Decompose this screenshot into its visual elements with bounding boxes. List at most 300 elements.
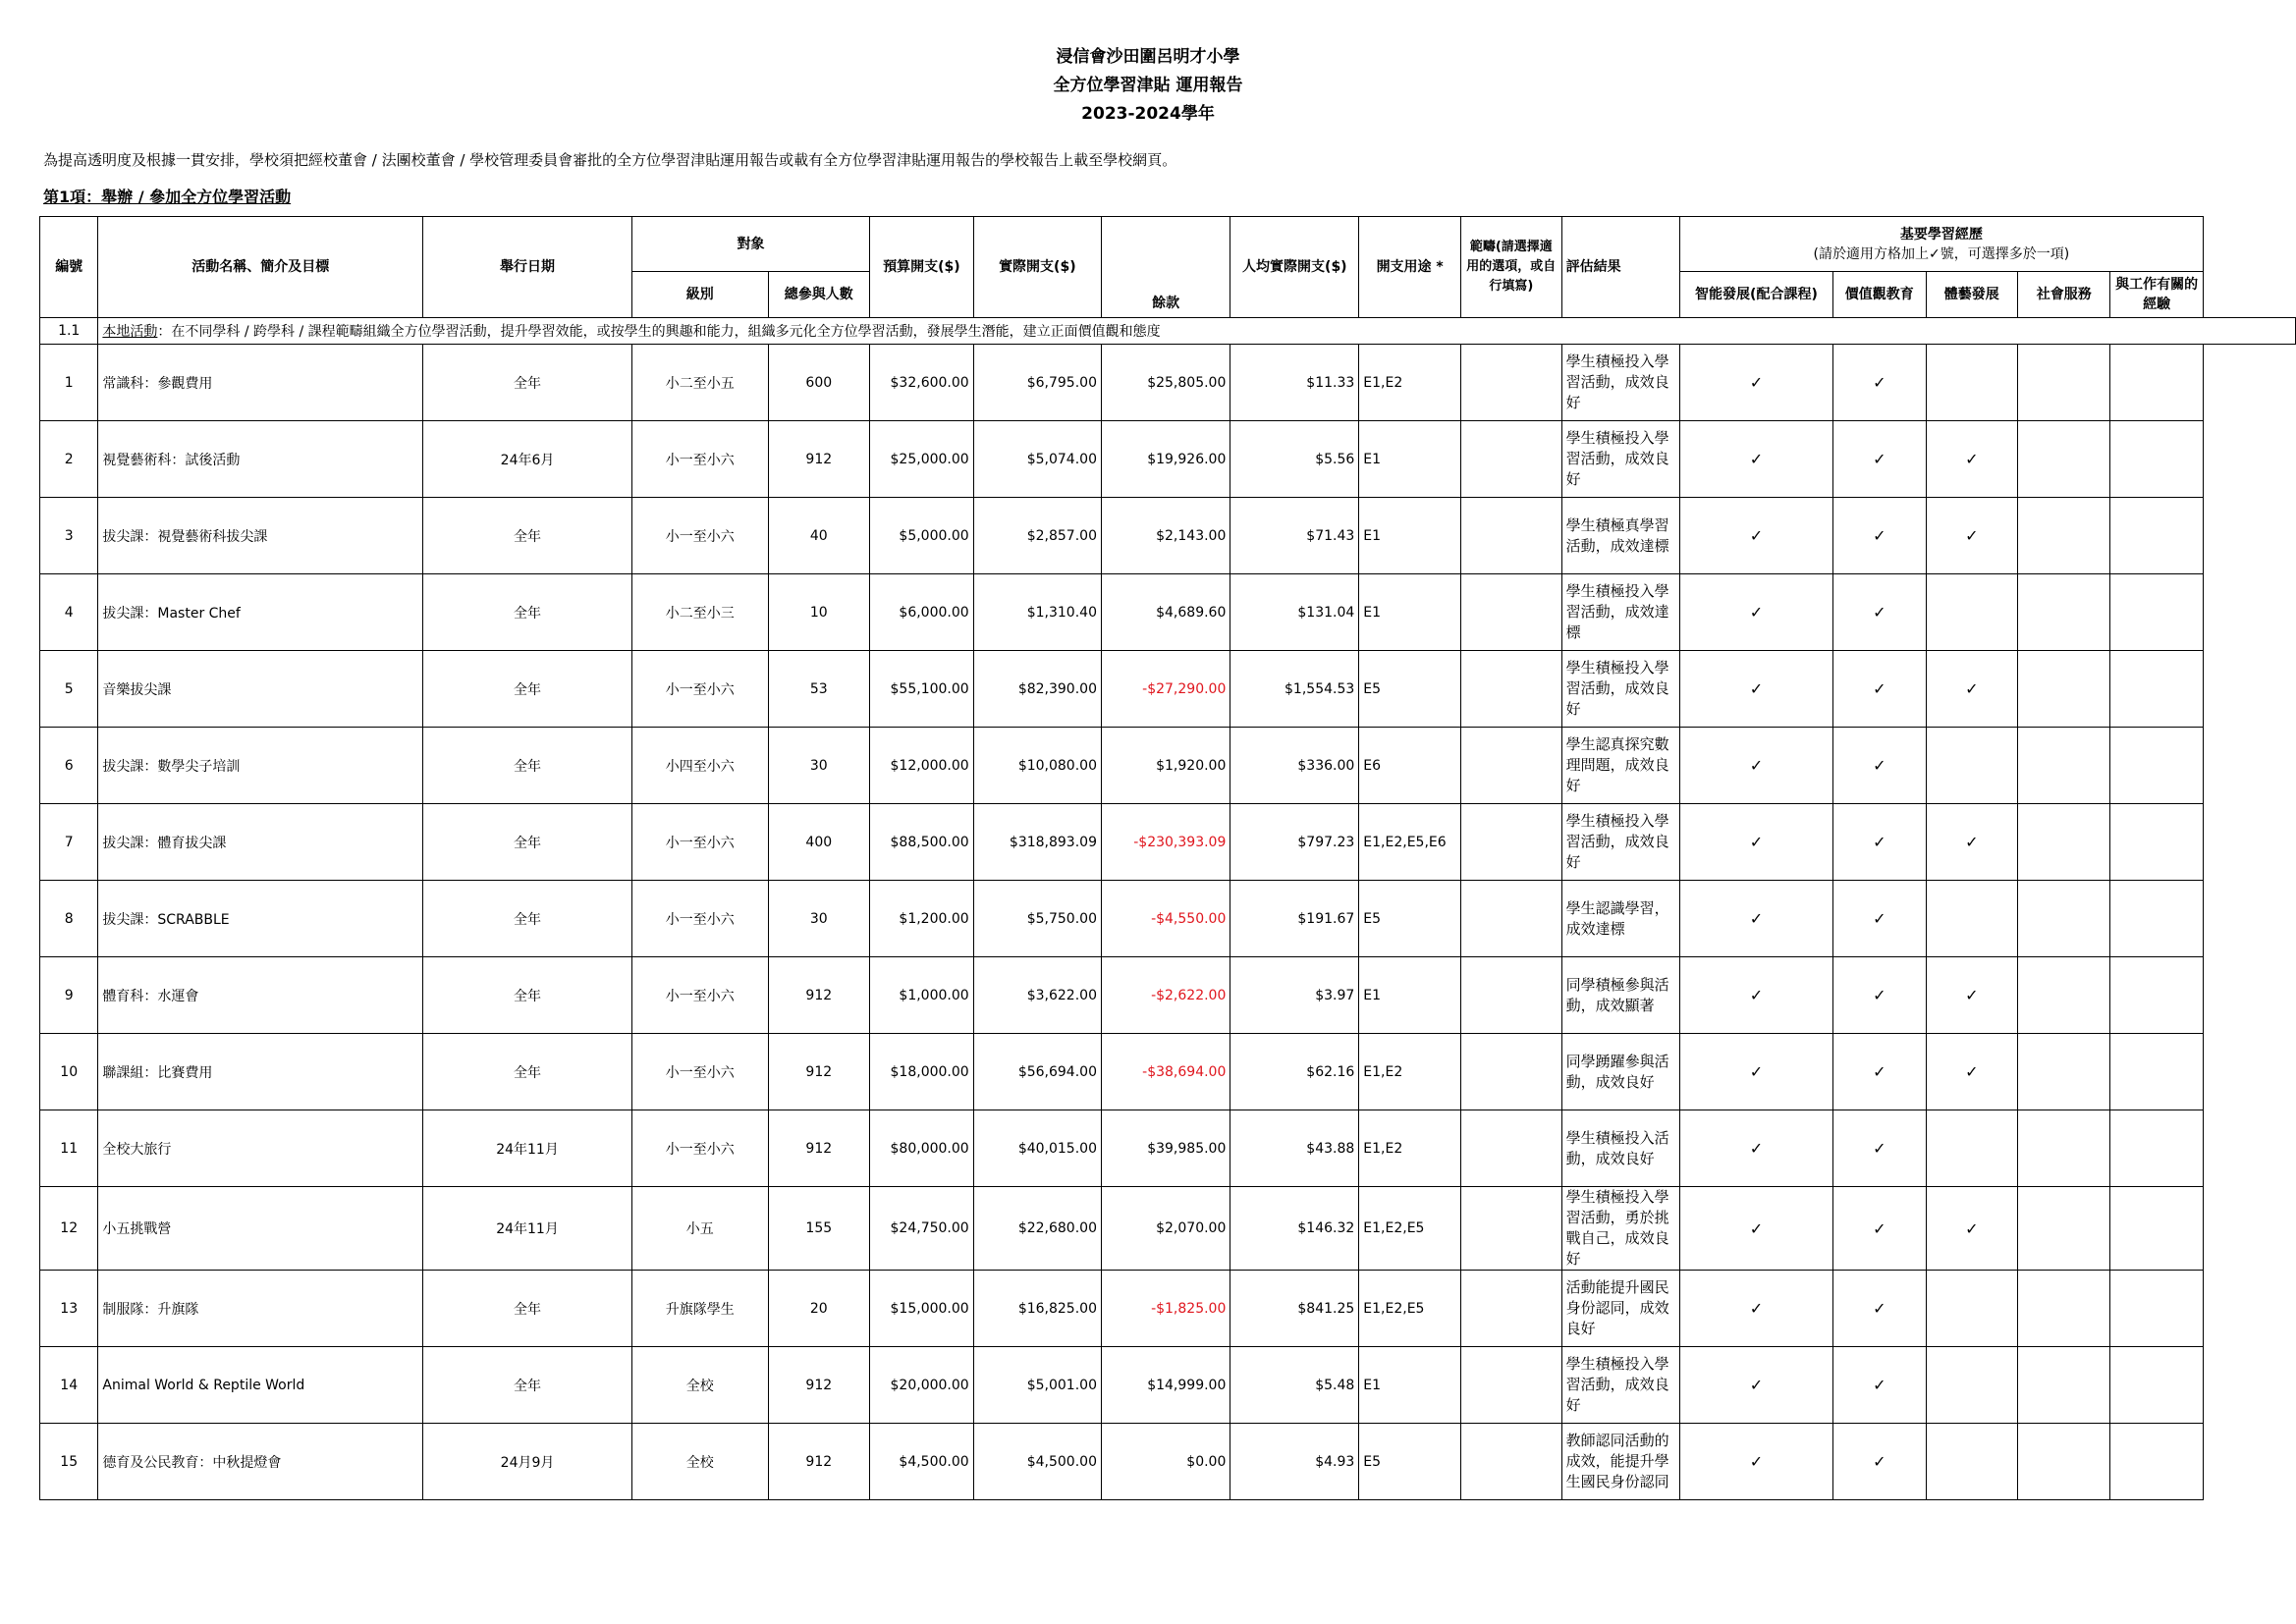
domain-cell [1461, 1347, 1562, 1424]
tick-cell [2110, 728, 2203, 804]
report-title-block [0, 43, 2296, 129]
tick-cell [1679, 498, 1832, 574]
tick-cell [1679, 1110, 1832, 1187]
tick-cell [2110, 421, 2203, 498]
tick-cell [2018, 1347, 2110, 1424]
check-icon: ✓ [1749, 373, 1764, 392]
tick-cell [2110, 1034, 2203, 1110]
table-row [40, 498, 2296, 574]
tick-cell [1833, 1347, 1926, 1424]
evaluation-result: 學生積極投入學習活動，勇於挑戰自己，成效良好 [1561, 1187, 1679, 1271]
tick-cell [1926, 957, 2017, 1034]
actual-amount: $6,795.00 [973, 345, 1101, 421]
tick-cell [2110, 804, 2203, 881]
check-icon: ✓ [1965, 1218, 1979, 1238]
col-level-header: 級別 [632, 272, 769, 318]
row-no: 8 [40, 881, 98, 957]
participant-count: 40 [768, 498, 870, 574]
tick-cell [1679, 1347, 1832, 1424]
activity-name: 拔尖課：數學尖子培訓 [98, 728, 423, 804]
row-no: 12 [40, 1187, 98, 1271]
activity-name: 制服隊：升旗隊 [98, 1271, 423, 1347]
check-icon: ✓ [1965, 1062, 1979, 1081]
check-icon: ✓ [1749, 833, 1764, 851]
col-target-header: 對象 [632, 217, 870, 272]
participant-count: 400 [768, 804, 870, 881]
participant-count: 912 [768, 1424, 870, 1500]
row-no: 9 [40, 957, 98, 1034]
target-level: 小四至小六 [632, 728, 769, 804]
check-icon: ✓ [1873, 526, 1886, 545]
balance-amount: -$1,825.00 [1101, 1271, 1230, 1347]
col-budget-header: 預算開支($) [870, 217, 974, 318]
activity-date: 全年 [423, 1034, 632, 1110]
usage-code: E5 [1359, 881, 1461, 957]
balance-amount: $25,805.00 [1101, 345, 1230, 421]
row-no: 14 [40, 1347, 98, 1424]
participant-count: 155 [768, 1187, 870, 1271]
evaluation-result: 學生積極投入學習活動，成效良好 [1561, 1347, 1679, 1424]
row-no: 10 [40, 1034, 98, 1110]
row-no: 3 [40, 498, 98, 574]
participant-count: 30 [768, 728, 870, 804]
activity-name: 拔尖課：Master Chef [98, 574, 423, 651]
check-icon: ✓ [1749, 450, 1764, 468]
domain-cell [1461, 651, 1562, 728]
budget-amount: $18,000.00 [870, 1034, 974, 1110]
header-row-1 [40, 217, 2296, 272]
category-row [40, 318, 2296, 345]
tick-cell [2018, 1034, 2110, 1110]
usage-code: E1,E2 [1359, 345, 1461, 421]
tick-cell [1833, 1187, 1926, 1271]
usage-code: E1 [1359, 1347, 1461, 1424]
balance-amount: $1,920.00 [1101, 728, 1230, 804]
usage-code: E1,E2 [1359, 1110, 1461, 1187]
table-row [40, 651, 2296, 728]
evaluation-result: 學生積極投入學習活動，成效良好 [1561, 651, 1679, 728]
domain-cell [1461, 804, 1562, 881]
budget-amount: $24,750.00 [870, 1187, 974, 1271]
per-head-amount: $131.04 [1230, 574, 1359, 651]
tick-cell [2110, 1424, 2203, 1500]
actual-amount: $2,857.00 [973, 498, 1101, 574]
domain-cell [1461, 421, 1562, 498]
row-no: 4 [40, 574, 98, 651]
check-icon: ✓ [1749, 1452, 1764, 1471]
per-head-amount: $841.25 [1230, 1271, 1359, 1347]
budget-amount: $25,000.00 [870, 421, 974, 498]
table-row [40, 421, 2296, 498]
budget-amount: $1,000.00 [870, 957, 974, 1034]
category-no: 1.1 [40, 318, 98, 345]
tick-cell [2018, 1271, 2110, 1347]
tick-cell [2110, 957, 2203, 1034]
tick-cell [1833, 1110, 1926, 1187]
check-icon: ✓ [1873, 909, 1886, 928]
row-no: 2 [40, 421, 98, 498]
row-no: 11 [40, 1110, 98, 1187]
per-head-amount: $1,554.53 [1230, 651, 1359, 728]
activity-date: 全年 [423, 1347, 632, 1424]
evaluation-result: 學生積極投入活動，成效良好 [1561, 1110, 1679, 1187]
per-head-amount: $62.16 [1230, 1034, 1359, 1110]
check-icon: ✓ [1873, 1218, 1886, 1238]
tick-cell [1926, 728, 2017, 804]
balance-amount: -$27,290.00 [1101, 651, 1230, 728]
tick-cell [2018, 1187, 2110, 1271]
tick-cell [1833, 1271, 1926, 1347]
per-head-amount: $5.48 [1230, 1347, 1359, 1424]
essential-title: 基要學習經歷 [1899, 226, 1983, 243]
tick-cell [2018, 728, 2110, 804]
activity-date: 全年 [423, 498, 632, 574]
budget-amount: $6,000.00 [870, 574, 974, 651]
tick-cell [1926, 804, 2017, 881]
participant-count: 10 [768, 574, 870, 651]
activity-name: 拔尖課：體育拔尖課 [98, 804, 423, 881]
activity-date: 全年 [423, 804, 632, 881]
usage-code: E1 [1359, 421, 1461, 498]
tick-cell [1833, 728, 1926, 804]
tick-cell [1679, 957, 1832, 1034]
activity-table [39, 216, 2296, 1500]
activity-name: 拔尖課：視覺藝術科拔尖課 [98, 498, 423, 574]
check-icon: ✓ [1749, 756, 1764, 775]
table-row [40, 1271, 2296, 1347]
tick-cell [2110, 574, 2203, 651]
per-head-amount: $43.88 [1230, 1110, 1359, 1187]
tick-cell [1926, 881, 2017, 957]
tick-cell [2018, 804, 2110, 881]
evaluation-result: 同學踴躍參與活動，成效良好 [1561, 1034, 1679, 1110]
domain-cell [1461, 574, 1562, 651]
domain-cell [1461, 881, 1562, 957]
evaluation-result: 學生積極投入學習活動，成效良好 [1561, 421, 1679, 498]
target-level: 小二至小五 [632, 345, 769, 421]
tick-cell [1833, 574, 1926, 651]
check-icon: ✓ [1873, 756, 1886, 775]
col-per-head-header: 人均實際開支($) [1230, 217, 1359, 318]
check-icon: ✓ [1749, 1299, 1764, 1318]
col-domain-header: 範疇(請選擇適用的選項，或自行填寫) [1461, 217, 1562, 318]
check-icon: ✓ [1965, 679, 1979, 698]
balance-amount: -$230,393.09 [1101, 804, 1230, 881]
activity-date: 24月9月 [423, 1424, 632, 1500]
target-level: 小一至小六 [632, 421, 769, 498]
per-head-amount: $4.93 [1230, 1424, 1359, 1500]
balance-amount: -$38,694.00 [1101, 1034, 1230, 1110]
school-name: 浸信會沙田圍呂明才小學 [1056, 47, 1240, 67]
tick-cell [2018, 1424, 2110, 1500]
domain-cell [1461, 1271, 1562, 1347]
category-cell [98, 318, 2296, 345]
tick-cell [1833, 957, 1926, 1034]
evaluation-result: 學生積極投入學習活動，成效達標 [1561, 574, 1679, 651]
target-level: 小一至小六 [632, 804, 769, 881]
tick-cell [1926, 1187, 2017, 1271]
evaluation-result: 學生認真探究數理問題，成效良好 [1561, 728, 1679, 804]
row-no: 5 [40, 651, 98, 728]
check-icon: ✓ [1873, 1452, 1886, 1471]
activity-name: 體育科：水運會 [98, 957, 423, 1034]
tick-cell [2110, 1271, 2203, 1347]
target-level: 全校 [632, 1424, 769, 1500]
category-title: 本地活動 [102, 324, 158, 340]
domain-cell [1461, 728, 1562, 804]
usage-code: E1,E2,E5 [1359, 1271, 1461, 1347]
check-icon: ✓ [1749, 526, 1764, 545]
usage-code: E1,E2,E5,E6 [1359, 804, 1461, 881]
tick-cell [2018, 345, 2110, 421]
tick-cell [1926, 651, 2017, 728]
check-icon: ✓ [1749, 1376, 1764, 1394]
check-icon: ✓ [1749, 1218, 1764, 1238]
tick-cell [2110, 651, 2203, 728]
actual-amount: $318,893.09 [973, 804, 1101, 881]
actual-amount: $22,680.00 [973, 1187, 1101, 1271]
tick-cell [1926, 345, 2017, 421]
tick-cell [1833, 1424, 1926, 1500]
table-row [40, 881, 2296, 957]
actual-amount: $16,825.00 [973, 1271, 1101, 1347]
table-row [40, 728, 2296, 804]
tick-cell [2018, 957, 2110, 1034]
actual-amount: $82,390.00 [973, 651, 1101, 728]
participant-count: 912 [768, 1347, 870, 1424]
check-icon: ✓ [1873, 1299, 1886, 1318]
table-row [40, 804, 2296, 881]
balance-amount: $19,926.00 [1101, 421, 1230, 498]
tick-cell [1679, 421, 1832, 498]
evaluation-result: 活動能提升國民身份認同，成效良好 [1561, 1271, 1679, 1347]
table-row [40, 1347, 2296, 1424]
activity-name: 聯課組：比賽費用 [98, 1034, 423, 1110]
evaluation-result: 教師認同活動的成效，能提升學生國民身份認同 [1561, 1424, 1679, 1500]
budget-amount: $88,500.00 [870, 804, 974, 881]
budget-amount: $12,000.00 [870, 728, 974, 804]
evaluation-result: 學生積極投入學習活動，成效良好 [1561, 345, 1679, 421]
col-exp1-header: 智能發展(配合課程) [1679, 272, 1832, 318]
target-level: 小一至小六 [632, 498, 769, 574]
balance-amount: -$2,622.00 [1101, 957, 1230, 1034]
row-no: 6 [40, 728, 98, 804]
check-icon: ✓ [1873, 833, 1886, 851]
check-icon: ✓ [1749, 986, 1764, 1004]
usage-code: E1 [1359, 574, 1461, 651]
evaluation-result: 學生認識學習，成效達標 [1561, 881, 1679, 957]
row-no: 1 [40, 345, 98, 421]
col-actual-header: 實際開支($) [973, 217, 1101, 318]
tick-cell [1679, 1034, 1832, 1110]
check-icon: ✓ [1873, 1139, 1886, 1158]
tick-cell [2110, 498, 2203, 574]
usage-code: E6 [1359, 728, 1461, 804]
school-year: 2023-2024學年 [1081, 104, 1215, 124]
tick-cell [1926, 574, 2017, 651]
domain-cell [1461, 1424, 1562, 1500]
activity-date: 全年 [423, 728, 632, 804]
tick-cell [1679, 345, 1832, 421]
activity-name: 視覺藝術科：試後活動 [98, 421, 423, 498]
check-icon: ✓ [1749, 1062, 1764, 1081]
check-icon: ✓ [1873, 1062, 1886, 1081]
tick-cell [2018, 1110, 2110, 1187]
tick-cell [1833, 421, 1926, 498]
report-title: 全方位學習津貼 運用報告 [1053, 76, 1243, 95]
tick-cell [1679, 1424, 1832, 1500]
per-head-amount: $146.32 [1230, 1187, 1359, 1271]
tick-cell [2110, 1110, 2203, 1187]
evaluation-result: 學生積極真學習活動，成效達標 [1561, 498, 1679, 574]
balance-amount: $14,999.00 [1101, 1347, 1230, 1424]
activity-name: 音樂拔尖課 [98, 651, 423, 728]
actual-amount: $5,001.00 [973, 1347, 1101, 1424]
activity-date: 24年11月 [423, 1110, 632, 1187]
domain-cell [1461, 498, 1562, 574]
per-head-amount: $5.56 [1230, 421, 1359, 498]
tick-cell [1926, 1271, 2017, 1347]
usage-code: E1,E2,E5 [1359, 1187, 1461, 1271]
usage-code: E1 [1359, 957, 1461, 1034]
essential-note: (請於適用方格加上✓號，可選擇多於一項) [1813, 245, 2070, 262]
domain-cell [1461, 957, 1562, 1034]
target-level: 小一至小六 [632, 957, 769, 1034]
per-head-amount: $11.33 [1230, 345, 1359, 421]
activity-date: 全年 [423, 651, 632, 728]
tick-cell [1833, 345, 1926, 421]
col-participants-header: 總參與人數 [768, 272, 870, 318]
domain-cell [1461, 345, 1562, 421]
target-level: 小一至小六 [632, 1110, 769, 1187]
table-row [40, 574, 2296, 651]
actual-amount: $5,074.00 [973, 421, 1101, 498]
participant-count: 912 [768, 421, 870, 498]
tick-cell [1926, 1110, 2017, 1187]
tick-cell [2018, 421, 2110, 498]
table-row [40, 1424, 2296, 1500]
activity-date: 全年 [423, 881, 632, 957]
domain-cell [1461, 1034, 1562, 1110]
col-balance-header: 餘款 [1101, 217, 1230, 318]
budget-amount: $5,000.00 [870, 498, 974, 574]
balance-amount: $39,985.00 [1101, 1110, 1230, 1187]
domain-cell [1461, 1187, 1562, 1271]
budget-amount: $20,000.00 [870, 1347, 974, 1424]
budget-amount: $4,500.00 [870, 1424, 974, 1500]
table-row [40, 957, 2296, 1034]
activity-name: 德育及公民教育：中秋提燈會 [98, 1424, 423, 1500]
actual-amount: $1,310.40 [973, 574, 1101, 651]
tick-cell [2110, 1347, 2203, 1424]
evaluation-result: 學生積極投入學習活動，成效良好 [1561, 804, 1679, 881]
check-icon: ✓ [1965, 526, 1979, 545]
col-usage-header: 開支用途 * [1359, 217, 1461, 318]
per-head-amount: $3.97 [1230, 957, 1359, 1034]
balance-amount: $0.00 [1101, 1424, 1230, 1500]
activity-date: 全年 [423, 574, 632, 651]
participant-count: 912 [768, 957, 870, 1034]
check-icon: ✓ [1749, 603, 1764, 622]
target-level: 小一至小六 [632, 651, 769, 728]
col-essential-header [1679, 217, 2203, 272]
actual-amount: $10,080.00 [973, 728, 1101, 804]
participant-count: 912 [768, 1110, 870, 1187]
tick-cell [1679, 1271, 1832, 1347]
target-level: 小二至小三 [632, 574, 769, 651]
per-head-amount: $797.23 [1230, 804, 1359, 881]
participant-count: 600 [768, 345, 870, 421]
check-icon: ✓ [1873, 986, 1886, 1004]
tick-cell [2018, 881, 2110, 957]
budget-amount: $1,200.00 [870, 881, 974, 957]
actual-amount: $40,015.00 [973, 1110, 1101, 1187]
target-level: 小一至小六 [632, 1034, 769, 1110]
per-head-amount: $71.43 [1230, 498, 1359, 574]
col-evaluation-header: 評估結果 [1561, 217, 1679, 318]
tick-cell [1679, 804, 1832, 881]
col-exp3-header: 體藝發展 [1926, 272, 2017, 318]
tick-cell [1679, 651, 1832, 728]
participant-count: 912 [768, 1034, 870, 1110]
col-no-header: 編號 [40, 217, 98, 318]
row-no: 7 [40, 804, 98, 881]
check-icon: ✓ [1965, 450, 1979, 468]
col-exp4-header: 社會服務 [2018, 272, 2110, 318]
target-level: 升旗隊學生 [632, 1271, 769, 1347]
domain-cell [1461, 1110, 1562, 1187]
col-date-header: 舉行日期 [423, 217, 632, 318]
check-icon: ✓ [1965, 986, 1979, 1004]
activity-date: 全年 [423, 1271, 632, 1347]
tick-cell [1833, 804, 1926, 881]
tick-cell [1833, 1034, 1926, 1110]
budget-amount: $55,100.00 [870, 651, 974, 728]
check-icon: ✓ [1873, 1376, 1886, 1394]
check-icon: ✓ [1873, 603, 1886, 622]
tick-cell [1833, 651, 1926, 728]
evaluation-result: 同學積極參與活動，成效顯著 [1561, 957, 1679, 1034]
activity-name: 全校大旅行 [98, 1110, 423, 1187]
row-no: 15 [40, 1424, 98, 1500]
col-exp5-header: 與工作有關的經驗 [2110, 272, 2203, 318]
usage-code: E5 [1359, 651, 1461, 728]
per-head-amount: $336.00 [1230, 728, 1359, 804]
table-row [40, 1187, 2296, 1271]
table-row [40, 1110, 2296, 1187]
tick-cell [1926, 1424, 2017, 1500]
actual-amount: $3,622.00 [973, 957, 1101, 1034]
budget-amount: $80,000.00 [870, 1110, 974, 1187]
tick-cell [2110, 345, 2203, 421]
tick-cell [1679, 574, 1832, 651]
tick-cell [1833, 498, 1926, 574]
balance-amount: $2,070.00 [1101, 1187, 1230, 1271]
check-icon: ✓ [1965, 833, 1979, 851]
col-exp2-header: 價值觀教育 [1833, 272, 1926, 318]
check-icon: ✓ [1873, 450, 1886, 468]
tick-cell [2018, 651, 2110, 728]
section-title: 第1項：舉辦 / 參加全方位學習活動 [43, 188, 292, 206]
actual-amount: $56,694.00 [973, 1034, 1101, 1110]
usage-code: E1 [1359, 498, 1461, 574]
target-level: 小五 [632, 1187, 769, 1271]
tick-cell [1679, 881, 1832, 957]
table-row [40, 1034, 2296, 1110]
activity-name: 常識科：參觀費用 [98, 345, 423, 421]
usage-code: E5 [1359, 1424, 1461, 1500]
budget-amount: $32,600.00 [870, 345, 974, 421]
